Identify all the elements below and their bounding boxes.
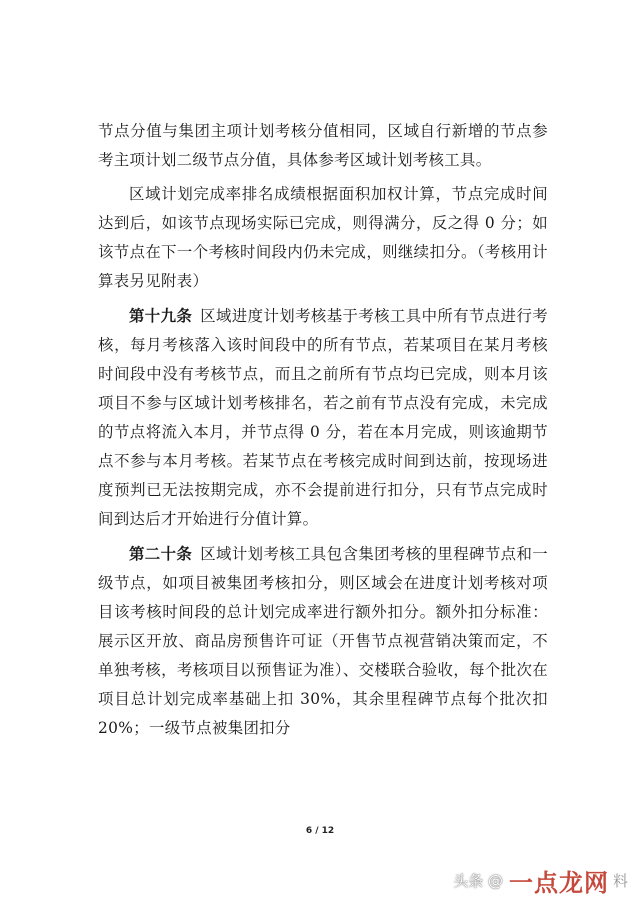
watermark-suffix: 料 [612, 871, 628, 890]
paragraph-completion-rate [98, 180, 548, 296]
article-19 [98, 302, 548, 534]
article-heading: 第十九条 [129, 307, 193, 325]
watermark [453, 862, 628, 898]
page-number: 6 / 12 [305, 826, 335, 836]
watermark-prefix: 头条 @ [453, 871, 503, 890]
paragraph-node-score [98, 117, 548, 175]
paragraph-text: 区域计划完成率排名成绩根据面积加权计算，节点完成时间达到后，如该节点现场实际已完成，则得满分，反之得 0 分；如该节点在下一个考核时间段内仍未完成，则继续扣分。（考核用计算表另见附表） [98, 185, 548, 290]
article-heading: 第二十条 [129, 545, 193, 563]
article-20 [98, 540, 548, 743]
document-body [98, 117, 548, 743]
paragraph-text: 节点分值与集团主项计划考核分值相同，区域自行新增的节点参考主项计划二级节点分值，具体参考区域计划考核工具。 [98, 122, 548, 169]
paragraph-text: 区域计划考核工具包含集团考核的里程碑节点和一级节点，如项目被集团考核扣分，则区域会在进度计划考核对项目该考核时间段的总计划完成率进行额外扣分。额外扣分标准：展示区开放、商品房预售许可证（开售节点视营销决策而定，不单独考核，考核项目以预售证为准）、交楼联合验收，每个批次在项目总计划完成率基础上扣 30%，其余里程碑节点每个批次扣 20%；一级节点被集团扣分 [98, 545, 549, 737]
watermark-brand: 一点龙网 [508, 868, 609, 897]
paragraph-text: 区域进度计划考核基于考核工具中所有节点进行考核，每月考核落入该时间段中的所有节点，若某项目在某月考核时间段中没有考核节点，而且之前所有节点均已完成，则本月该项目不参与区域计划考核排名，若之前有节点没有完成，未完成的节点将流入本月，并节点得 0 分，若在本月完成，则该逾期节点不参与本月考核。若某节点在考核完成时间到达前，按现场进度预判已无法按期完成，亦不会提前进行扣分，只有节点完成时间到达后才开始进行分值计算。 [98, 307, 549, 528]
